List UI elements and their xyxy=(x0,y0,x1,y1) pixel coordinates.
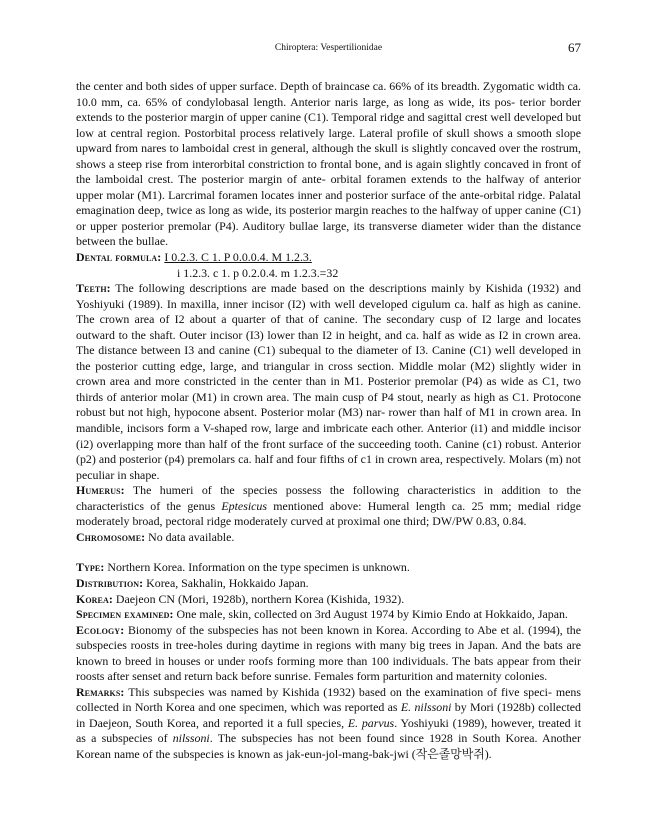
page-number: 67 xyxy=(568,40,581,55)
page-header xyxy=(76,42,581,58)
teeth-paragraph xyxy=(76,281,581,483)
ecology-label: Ecology: xyxy=(76,622,125,637)
teeth-label: Teeth: xyxy=(76,281,111,296)
remarks-paragraph xyxy=(76,685,581,763)
teeth-text: The following descriptions are made based on the descriptions mainly by Kishida (1932) and Yoshiyuki (1989). In maxilla, inner incisor (I2) with well developed cigulum ca. half as high as canine. The crown area of I2 about a quarter of that of canine. The secondary cusp of I2 large and locates outward to the shaft. Outer incisor (I3) lower than I2 in height, and ca. half as wide as I2 in crown area. The distance between I3 and canine (C1) subequal to the diameter of I3. Canine (C1) well developed in the posterior cutting edge, large, and triangular in cross section. Middle molar (M2) slightly wider in crown area and more constricted in the center than in M1. Posterior premolar (P4) as wide as C1, two thirds of anterior molar (M1) in crown area. The main cusp of P4 stout, nearly as high as C1. Protocone robust but not high, hypocone absent. Posterior molar (M3) nar- rower than half of M1 in crown area. In mandible, incisors form a V-shaped row, large and imbricate each other. Anterior (i1) and middle incisor (i2) overlapping more than half of the front surface of the succeeding tooth. Canine (c1) robust. Anterior (p2) and posterior (p4) premolars ca. half and four fifths of c1 in crown area, respectively. Molars (m) not peculiar in shape. xyxy=(76,281,581,482)
remarks-name-parvus: E. parvus xyxy=(347,715,395,730)
chromosome-label: Chromosome: xyxy=(76,529,146,544)
remarks-label: Remarks: xyxy=(76,684,125,699)
distribution-label: Distribution: xyxy=(76,575,144,590)
ecology-paragraph xyxy=(76,623,581,685)
distribution-paragraph xyxy=(76,576,581,592)
humerus-label: Humerus: xyxy=(76,483,125,498)
remarks-name-nilssoni: E. nilssoni xyxy=(400,700,452,715)
humerus-text-b: mentioned above: Humeral length ca. 25 mm; medial ridge moderately broad, pectoral ridge moderately curved at proximal one third; DW/PW 0.83, 0.84. xyxy=(76,498,581,529)
page-body xyxy=(76,79,581,763)
remarks-text-c: . Yoshiyuki (1989), however, treated it as a subspecies of xyxy=(76,715,582,746)
humerus-paragraph xyxy=(76,483,581,530)
chromosome-text: No data available. xyxy=(145,529,235,544)
type-text: Northern Korea. Information on the type specimen is unknown. xyxy=(104,560,410,575)
korea-paragraph xyxy=(76,592,581,608)
type-label: Type: xyxy=(76,560,105,575)
korea-text: Daejeon CN (Mori, 1928b), northern Korea (Kishida, 1932). xyxy=(112,591,405,606)
specimen-label: Specimen examined: xyxy=(76,607,174,622)
remarks-name-nilssoni-sub: nilssoni xyxy=(172,731,210,746)
dental-formula-upper xyxy=(76,250,581,266)
remarks-text-b: by Mori (1928b) collected in Daejeon, South Korea, and reported it a full species, xyxy=(76,700,582,730)
section-gap xyxy=(76,545,581,560)
dental-formula-label: Dental formula: xyxy=(76,250,162,265)
dental-formula-upper-text: I 0.2.3. C 1. P 0.0.0.4. M 1.2.3. xyxy=(164,250,312,265)
type-paragraph xyxy=(76,560,581,576)
ecology-text: Bionomy of the subspecies has not been known in Korea. According to Abe et al. (1994), the subspecies roosts in tree-holes during daytime in regions with many big trees in Japan. And the bats are known to breed in houses or under roofs forming more than 100 individuals. The bats appear from their roosts after senset and return back before sunrise. Females form parturition and maternity colonies. xyxy=(76,622,581,684)
running-title: Chiroptera: Vespertilionidae xyxy=(274,43,383,53)
korea-label: Korea: xyxy=(76,591,113,606)
remarks-text-d: . The subspecies has not been found since 1928 in South Korea. Another Korean name of the subspecies is known as jak-eun-jol-mang-bak-jwi (작은졸망박쥐). xyxy=(76,731,581,761)
humerus-genus: Eptesicus xyxy=(221,498,267,513)
remarks-text-a: This subspecies was named by Kishida (1932) based on the examination of five speci- mens collected in North Korea and one specimen, which was reported as xyxy=(76,684,581,715)
specimen-text: One male, skin, collected on 3rd August 1974 by Kimio Endo at Hokkaido, Japan. xyxy=(173,607,568,622)
dental-formula-lower: i 1.2.3. c 1. p 0.2.0.4. m 1.2.3.=32 xyxy=(177,265,339,280)
skull-paragraph: the center and both sides of upper surface. Depth of braincase ca. 66% of its breadth. Zygomatic width ca. 10.0 mm, ca. 65% of condylobasal length. Anterior naris large, as long as wide, its pos- terior border extends to the posterior margin of upper canine (C1). Temporal ridge and sagittal crest well developed but low at central region. Postorbital process relatively large. Lateral profile of skull shows a smooth slope upward from nares to lamboidal crest in general, although the skull is slightly concaved over the rostrum, shows a steep rise from interorbital constriction to frontal bone, and is again slightly concaved in front of the lamboidal crest. The posterior margin of ante- orbital foramen extends to the halfway of anterior upper molar (M1). Larcrimal foramen locates inner and posterior surface of the ante-orbital ridge. Palatal emagination deep, twice as long as wide, its posterior margin reaches to the halfway of upper canine (C1) or upper posterior premolar (P4). Auditory bullae large, its transverse diameter wider than the distance between the bullae. xyxy=(76,79,581,249)
distribution-text: Korea, Sakhalin, Hokkaido Japan. xyxy=(143,575,309,590)
chromosome-paragraph xyxy=(76,530,581,546)
specimen-paragraph xyxy=(76,607,581,623)
humerus-text-a: The humeri of the species possess the following characteristics in addition to the characteristics of the genus xyxy=(76,483,581,513)
